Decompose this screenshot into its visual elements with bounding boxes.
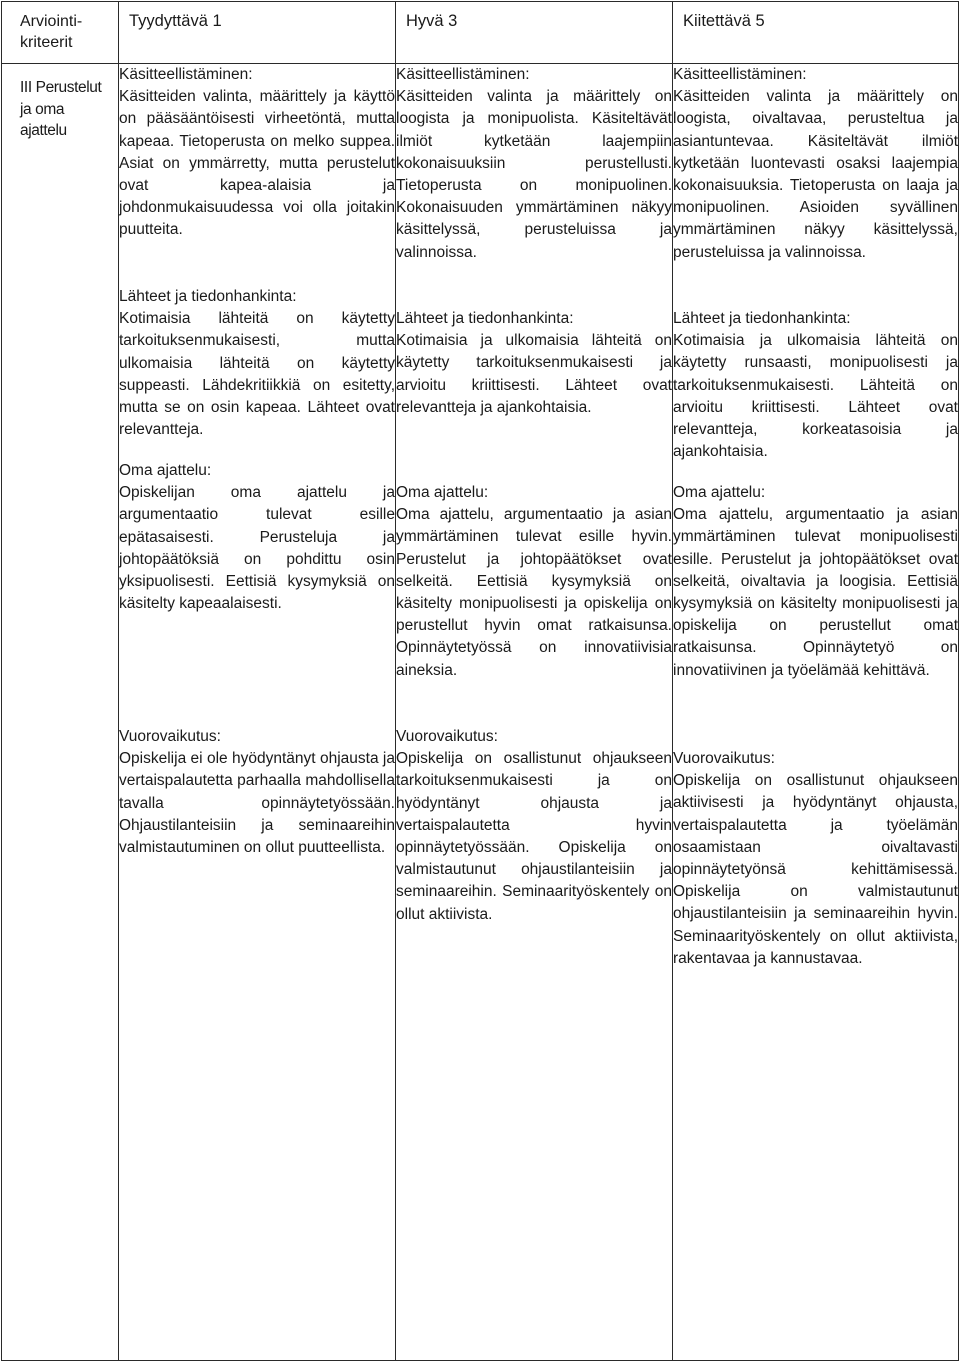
block-text: Opiskelija on osallistunut ohjaukseen tarkoituksenmukaisesti ja on hyödyntänyt ohjausta ja vertaispalautetta hyvin opinnäytetyössään. Opiskelija on valmistautunut ohjaustilanteisiin ja seminaareihin. Seminaarityöskentely on ollut aktiivista. [396, 750, 672, 923]
block-heading: Käsitteellistäminen: [673, 66, 807, 83]
block-text: Kotimaisia ja ulkomaisia lähteitä on käytetty runsaasti, monipuolisesti ja tarkoituksenmukaisesti. Lähteitä on arvioitu kriittisesti. Lähteet ovat relevantteja, korkeatasoisia ja ajankohtaisia. [673, 332, 958, 461]
rubric-block [396, 308, 672, 482]
level-label: Hyvä 3 [406, 12, 458, 30]
block-text: Opiskelijan oma ajattelu ja argumentaatio tulevat esille epätasaisesti. Perusteluja ja johtopäätöksiä on pohdittu osin yksipuolisesti. Eettisiä kysymyksiä on käsitelty kapeaalaisesti. [119, 484, 395, 613]
block-heading: Käsitteellistäminen: [119, 66, 253, 83]
rubric-block [673, 308, 958, 482]
level-header-good [396, 2, 673, 64]
assessment-rubric-table [1, 1, 959, 1361]
rubric-block [673, 64, 958, 308]
level-header-excellent [673, 2, 959, 64]
rubric-block [673, 748, 958, 970]
criteria-label: III Perustelut ja oma ajattelu [20, 79, 102, 139]
block-heading: Lähteet ja tiedonhankinta: [119, 288, 297, 305]
block-heading: Oma ajattelu: [673, 484, 766, 501]
rubric-block [396, 482, 672, 726]
rubric-block [119, 460, 395, 726]
block-text: Kotimaisia lähteitä on käytetty tarkoituksenmukaisesti, mutta ulkomaisia lähteitä on käytetty suppeasti. Lähdekritiikkiä on esitetty, mutta se on osin kapeaa. Lähteet ovat relevantteja. [119, 310, 395, 439]
level-header-satisfactory [119, 2, 396, 64]
block-heading: Vuorovaikutus: [673, 750, 775, 767]
block-text: Käsitteiden valinta ja määrittely on loogista, oivaltavaa, perusteltua ja asiantuntevaa. Käsiteltävät ilmiöt kytketään luontevasti osaksi laajempia kokonaisuuksia. Tietoperusta on laaja ja monipuolinen. Asioiden syvällinen ymmärtäminen näkyy käsittelyssä, perusteluissa ja valinnoissa. [673, 88, 958, 261]
block-text: Opiskelija ei ole hyödyntänyt ohjausta ja vertaispalautetta parhaalla mahdollisella tavalla opinnäytetyössään. Ohjaustilanteisiin ja seminaareihin valmistautuminen on ollut puutteellista. [119, 750, 395, 857]
rubric-block [396, 64, 672, 308]
block-text: Oma ajattelu, argumentaatio ja asian ymmärtäminen tulevat monipuolisesti esille. Perustelut ja johtopäätökset ovat selkeitä, oivaltavia ja loogisia. Eettisiä kysymyksiä on käsitelty monipuolisesti ja opiskelija on perustellut omat ratkaisunsa. Opinnäytetyö on innovatiivinen ja työelämää kehittävä. [673, 506, 958, 679]
level-cell-excellent [673, 64, 959, 1361]
block-heading: Lähteet ja tiedonhankinta: [673, 310, 851, 327]
rubric-block [119, 64, 395, 286]
rubric-block [673, 482, 958, 748]
block-heading: Oma ajattelu: [119, 462, 212, 479]
rubric-block [396, 726, 672, 926]
level-cell-satisfactory [119, 64, 396, 1361]
block-text: Käsitteiden valinta, määrittely ja käyttö on pääsääntöisesti virheetöntä, mutta kapeaa. Tietoperusta on melko suppea. Asiat on ymmärretty, mutta perustelut ovat kapea-alaisia ja johdonmukaisuudessa voi olla joitakin puutteita. [119, 88, 395, 239]
block-heading: Vuorovaikutus: [119, 728, 221, 745]
rubric-block [119, 726, 395, 859]
block-text: Kotimaisia ja ulkomaisia lähteitä on käytetty tarkoituksenmukaisesti ja arvioitu kriittisesti. Lähteet ovat relevantteja ja ajankohtaisia. [396, 332, 672, 416]
block-heading: Vuorovaikutus: [396, 728, 498, 745]
block-heading: Oma ajattelu: [396, 484, 489, 501]
block-heading: Lähteet ja tiedonhankinta: [396, 310, 574, 327]
level-label: Kiitettävä 5 [683, 12, 765, 30]
criteria-header-label: Arviointi-kriteerit [20, 13, 83, 51]
header-row [2, 2, 959, 64]
rubric-block [119, 286, 395, 460]
block-text: Käsitteiden valinta ja määrittely on loogista ja monipuolista. Käsiteltävät ilmiöt kytketään laajempiin kokonaisuuksiin perustellusti. Tietoperusta on monipuolinen. Kokonaisuuden ymmärtäminen näkyy käsittelyssä, perusteluissa ja valinnoissa. [396, 88, 672, 261]
level-label: Tyydyttävä 1 [129, 12, 222, 30]
block-heading: Käsitteellistäminen: [396, 66, 530, 83]
block-text: Opiskelija on osallistunut ohjaukseen aktiivisesti ja hyödyntänyt ohjausta, vertaispalautetta ja työelämän osaamistaan oivaltavasti opinnäytetyönsä kehittämisessä. Opiskelija on valmistautunut ohjaustilanteisiin ja seminaareihin hyvin. Seminaarityöskentely on ollut aktiivista, rakentavaa ja kannustavaa. [673, 772, 958, 967]
criteria-row [2, 64, 959, 1361]
block-text: Oma ajattelu, argumentaatio ja asian ymmärtäminen tulevat esille hyvin. Perustelut ja johtopäätökset ovat selkeitä. Eettisiä kysymyksiä on käsitelty monipuolisesti ja opiskelija on perustellut hyvin omat ratkaisunsa. Opinnäytetyössä on innovatiivisia aineksia. [396, 506, 672, 679]
level-cell-good [396, 64, 673, 1361]
criteria-label-cell [2, 64, 119, 1361]
criteria-header-cell [2, 2, 119, 64]
